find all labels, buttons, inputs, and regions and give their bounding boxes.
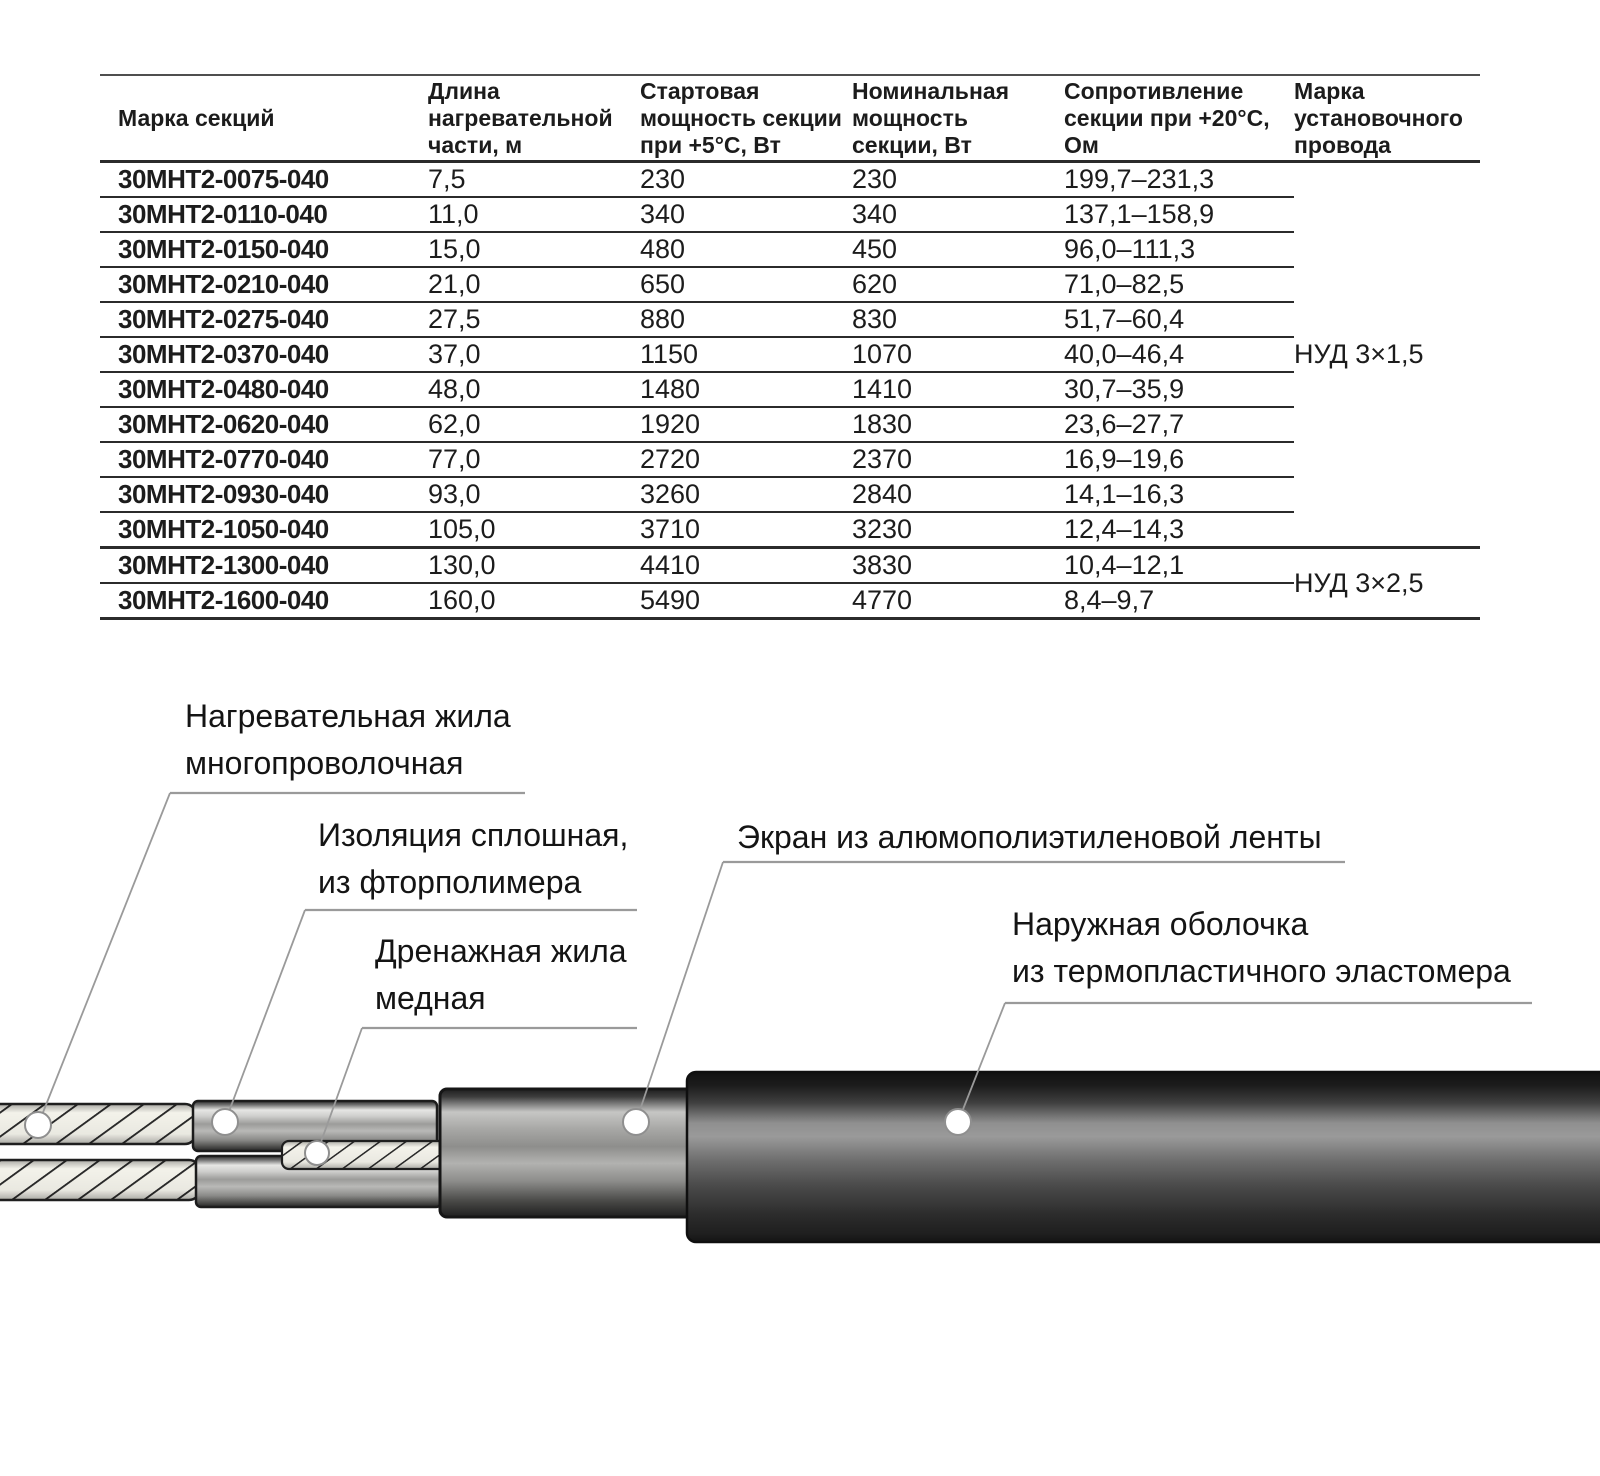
cell-mark: 30МНТ2-1300-040 <box>100 548 428 584</box>
label-insulation-line1: Изоляция сплошная, <box>318 817 629 853</box>
cell-nominal-power: 4770 <box>852 583 1064 619</box>
cell-length: 93,0 <box>428 477 640 512</box>
table-row <box>100 407 1480 442</box>
cell-resistance: 71,0–82,5 <box>1064 267 1294 302</box>
cell-resistance: 30,7–35,9 <box>1064 372 1294 407</box>
cell-resistance: 137,1–158,9 <box>1064 197 1294 232</box>
table-row <box>100 162 1480 198</box>
cell-resistance: 10,4–12,1 <box>1064 548 1294 584</box>
cell-start-power: 650 <box>640 267 852 302</box>
leader-insulation <box>225 910 305 1122</box>
callout-dot-heating-core <box>25 1112 51 1138</box>
table-row <box>100 197 1480 232</box>
col-header-resistance: Сопротивление секции при +20°С, Ом <box>1064 75 1294 162</box>
label-heating-core <box>185 693 511 787</box>
table-row <box>100 512 1480 548</box>
leader-heating-core <box>38 793 170 1125</box>
cell-start-power: 230 <box>640 162 852 198</box>
spec-table <box>100 74 1480 620</box>
col-header-mark: Марка секций <box>100 75 428 162</box>
cell-start-power: 3710 <box>640 512 852 548</box>
cell-length: 15,0 <box>428 232 640 267</box>
cell-start-power: 3260 <box>640 477 852 512</box>
table-row <box>100 442 1480 477</box>
cell-length: 11,0 <box>428 197 640 232</box>
cell-nominal-power: 3230 <box>852 512 1064 548</box>
cell-mark: 30МНТ2-0620-040 <box>100 407 428 442</box>
heating-wire-bottom <box>0 1160 200 1200</box>
cell-length: 37,0 <box>428 337 640 372</box>
label-outer-sheath <box>1012 901 1511 995</box>
cell-length: 21,0 <box>428 267 640 302</box>
label-drain-wire-line1: Дренажная жила <box>375 933 627 969</box>
cell-start-power: 480 <box>640 232 852 267</box>
cell-mark: 30МНТ2-0930-040 <box>100 477 428 512</box>
label-drain-wire-line2: медная <box>375 980 486 1016</box>
cell-mark: 30МНТ2-0770-040 <box>100 442 428 477</box>
cell-mark: 30МНТ2-0075-040 <box>100 162 428 198</box>
cell-nominal-power: 3830 <box>852 548 1064 584</box>
table-header-row <box>100 75 1480 162</box>
cell-mark: 30МНТ2-0210-040 <box>100 267 428 302</box>
cell-nominal-power: 230 <box>852 162 1064 198</box>
label-insulation <box>318 812 628 906</box>
cell-length: 27,5 <box>428 302 640 337</box>
cell-resistance: 23,6–27,7 <box>1064 407 1294 442</box>
cell-mark: 30МНТ2-0370-040 <box>100 337 428 372</box>
outer-jacket <box>687 1072 1600 1242</box>
table-row <box>100 477 1480 512</box>
cell-nominal-power: 830 <box>852 302 1064 337</box>
label-heating-core-line1: Нагревательная жила <box>185 698 511 734</box>
cell-length: 7,5 <box>428 162 640 198</box>
col-header-nominal-power: Номинальная мощность секции, Вт <box>852 75 1064 162</box>
cell-nominal-power: 1410 <box>852 372 1064 407</box>
cell-start-power: 1920 <box>640 407 852 442</box>
label-insulation-line2: из фторполимера <box>318 864 582 900</box>
cell-nominal-power: 1070 <box>852 337 1064 372</box>
cell-length: 160,0 <box>428 583 640 619</box>
cell-length: 77,0 <box>428 442 640 477</box>
cell-mark: 30МНТ2-0110-040 <box>100 197 428 232</box>
callout-dot-screen <box>623 1109 649 1135</box>
label-screen-line1: Экран из алюмополиэтиленовой ленты <box>737 819 1322 855</box>
cell-resistance: 199,7–231,3 <box>1064 162 1294 198</box>
wire-group-label-2: НУД 3×2,5 <box>1294 548 1480 619</box>
cell-length: 130,0 <box>428 548 640 584</box>
cell-resistance: 8,4–9,7 <box>1064 583 1294 619</box>
cell-nominal-power: 620 <box>852 267 1064 302</box>
col-header-start-power: Стартовая мощность секции при +5°С, Вт <box>640 75 852 162</box>
cell-start-power: 1150 <box>640 337 852 372</box>
cell-length: 48,0 <box>428 372 640 407</box>
cable-structure-diagram <box>0 680 1600 1476</box>
table-row <box>100 232 1480 267</box>
cell-mark: 30МНТ2-0275-040 <box>100 302 428 337</box>
cell-start-power: 880 <box>640 302 852 337</box>
cell-mark: 30МНТ2-0480-040 <box>100 372 428 407</box>
callout-dot-insulation <box>212 1109 238 1135</box>
cell-start-power: 5490 <box>640 583 852 619</box>
cell-start-power: 340 <box>640 197 852 232</box>
screen-cylinder <box>440 1089 696 1217</box>
label-drain-wire <box>375 928 627 1022</box>
label-outer-sheath-line1: Наружная оболочка <box>1012 906 1309 942</box>
cell-resistance: 96,0–111,3 <box>1064 232 1294 267</box>
cell-start-power: 4410 <box>640 548 852 584</box>
cell-resistance: 51,7–60,4 <box>1064 302 1294 337</box>
cell-length: 62,0 <box>428 407 640 442</box>
cell-length: 105,0 <box>428 512 640 548</box>
cell-resistance: 16,9–19,6 <box>1064 442 1294 477</box>
table-row <box>100 372 1480 407</box>
table-row <box>100 267 1480 302</box>
col-header-length: Длина нагревательной части, м <box>428 75 640 162</box>
label-outer-sheath-line2: из термопластичного эластомера <box>1012 953 1511 989</box>
table-row <box>100 337 1480 372</box>
cell-mark: 30МНТ2-1600-040 <box>100 583 428 619</box>
callout-dot-drain-wire <box>305 1141 329 1165</box>
cell-nominal-power: 1830 <box>852 407 1064 442</box>
table-row <box>100 583 1480 619</box>
cell-nominal-power: 450 <box>852 232 1064 267</box>
cell-nominal-power: 2840 <box>852 477 1064 512</box>
cell-mark: 30МНТ2-1050-040 <box>100 512 428 548</box>
cell-nominal-power: 340 <box>852 197 1064 232</box>
cell-nominal-power: 2370 <box>852 442 1064 477</box>
col-header-wire-mark: Марка установочного провода <box>1294 75 1480 162</box>
cell-resistance: 12,4–14,3 <box>1064 512 1294 548</box>
label-screen <box>737 814 1322 861</box>
label-heating-core-line2: многопроволочная <box>185 745 464 781</box>
cell-mark: 30МНТ2-0150-040 <box>100 232 428 267</box>
cell-start-power: 2720 <box>640 442 852 477</box>
cell-resistance: 14,1–16,3 <box>1064 477 1294 512</box>
cell-resistance: 40,0–46,4 <box>1064 337 1294 372</box>
callout-dot-outer-sheath <box>945 1109 971 1135</box>
table-row <box>100 302 1480 337</box>
wire-group-label-1: НУД 3×1,5 <box>1294 162 1480 548</box>
cell-start-power: 1480 <box>640 372 852 407</box>
table-row <box>100 548 1480 584</box>
